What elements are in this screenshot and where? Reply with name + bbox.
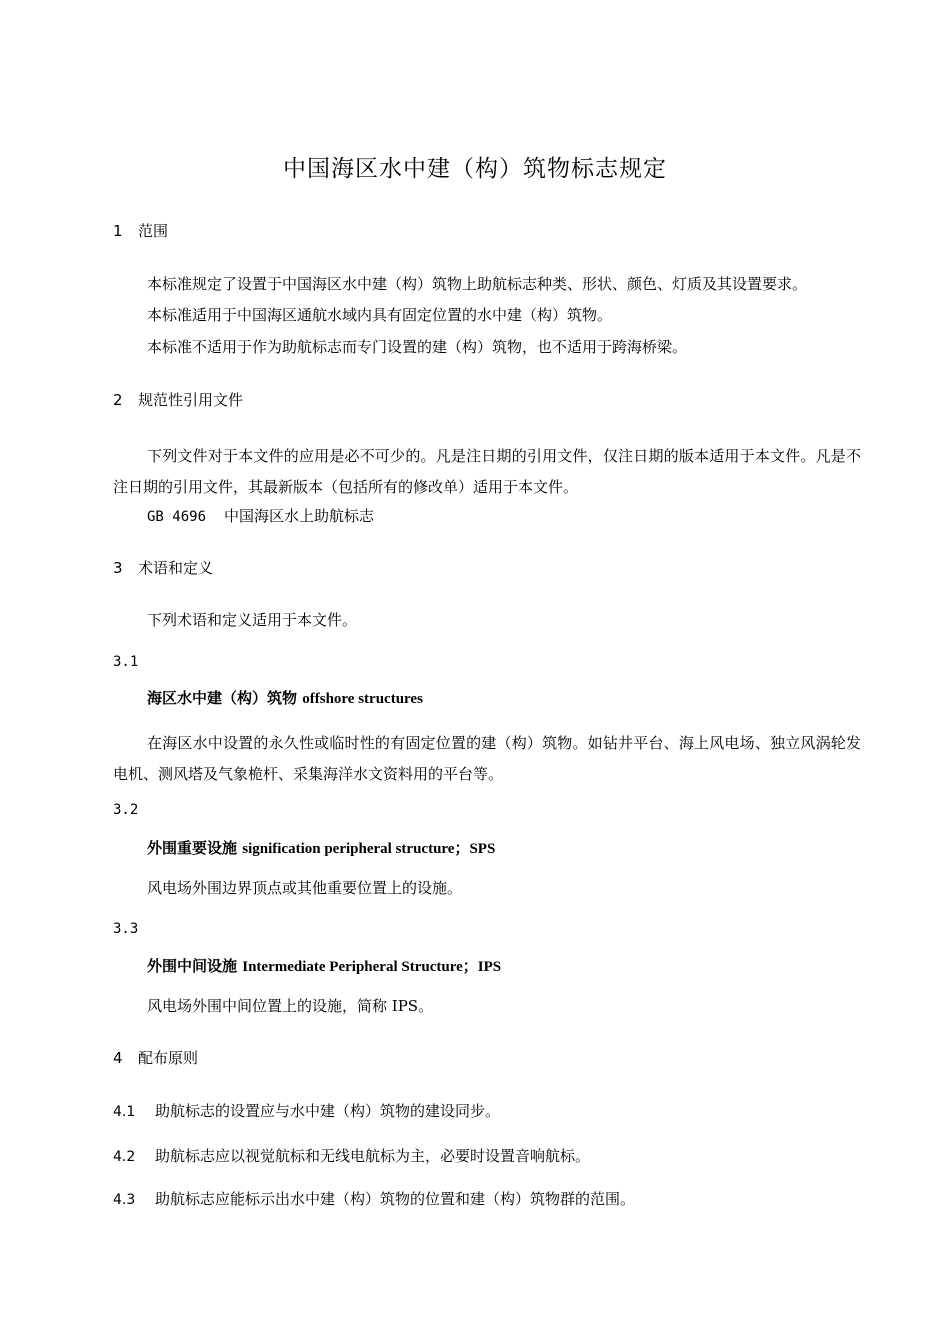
section-number: 2	[113, 391, 123, 409]
section-number: 3	[113, 559, 123, 577]
paragraph: 下列文件对于本文件的应用是必不可少的。凡是注日期的引用文件，仅注日期的版本适用于本文件。凡是不注日期的引用文件，其最新版本（包括所有的修改单）适用于本文件。	[113, 447, 861, 496]
section-heading-scope	[113, 220, 168, 242]
section-number: 1	[113, 222, 123, 240]
term-entry	[147, 955, 501, 978]
term-cn: 外围重要设施	[147, 839, 238, 857]
clause-number: 4.3	[113, 1192, 136, 1208]
paragraph: 下列术语和定义适用于本文件。	[147, 611, 358, 629]
reference-title: 中国海区水上助航标志	[224, 507, 375, 525]
normative-reference	[147, 505, 374, 528]
clause-number: 4.2	[113, 1149, 136, 1165]
term-number: 3.3	[113, 921, 139, 937]
clause	[113, 1145, 590, 1168]
clause-text: 助航标志的设置应与水中建（构）筑物的建设同步。	[155, 1102, 501, 1120]
clause-text: 助航标志应以视觉航标和无线电航标为主，必要时设置音响航标。	[155, 1147, 591, 1165]
reference-code: GB 4696	[147, 509, 207, 525]
section-title: 配布原则	[138, 1049, 199, 1067]
term-en: signification peripheral structure；SPS	[242, 841, 496, 857]
term-number: 3.1	[113, 654, 139, 670]
clause	[113, 1188, 635, 1211]
clause	[113, 1100, 500, 1123]
section-heading-normative-references	[113, 389, 243, 411]
term-definition: 风电场外围边界顶点或其他重要位置上的设施。	[147, 879, 463, 897]
section-title: 规范性引用文件	[138, 391, 244, 409]
section-title: 范围	[138, 222, 169, 240]
term-cn: 海区水中建（构）筑物	[147, 689, 298, 707]
section-heading-terms	[113, 557, 213, 579]
section-title: 术语和定义	[138, 559, 214, 577]
term-en: offshore structures	[302, 691, 423, 707]
section-number: 4	[113, 1049, 123, 1067]
section-heading-layout-principles	[113, 1047, 198, 1069]
term-entry	[147, 687, 423, 710]
paragraph: 本标准适用于中国海区通航水域内具有固定位置的水中建（构）筑物。	[147, 306, 613, 324]
document-title: 中国海区水中建（构）筑物标志规定	[283, 156, 667, 182]
clause-number: 4.1	[113, 1104, 136, 1120]
paragraph: 本标准不适用于作为助航标志而专门设置的建（构）筑物，也不适用于跨海桥梁。	[147, 338, 688, 356]
term-definition: 风电场外围中间位置上的设施，简称 IPS。	[147, 997, 434, 1015]
term-definition: 在海区水中设置的永久性或临时性的有固定位置的建（构）筑物。如钻井平台、海上风电场、独立风涡轮发电机、测风塔及气象桅杆、采集海洋水文资料用的平台等。	[113, 734, 861, 783]
clause-text: 助航标志应能标示出水中建（构）筑物的位置和建（构）筑物群的范围。	[155, 1190, 636, 1208]
term-cn: 外围中间设施	[147, 957, 238, 975]
term-number: 3.2	[113, 802, 139, 818]
term-en: Intermediate Peripheral Structure；IPS	[242, 959, 502, 975]
term-entry	[147, 837, 495, 860]
paragraph: 本标准规定了设置于中国海区水中建（构）筑物上助航标志种类、形状、颜色、灯质及其设置要求。	[147, 275, 808, 293]
